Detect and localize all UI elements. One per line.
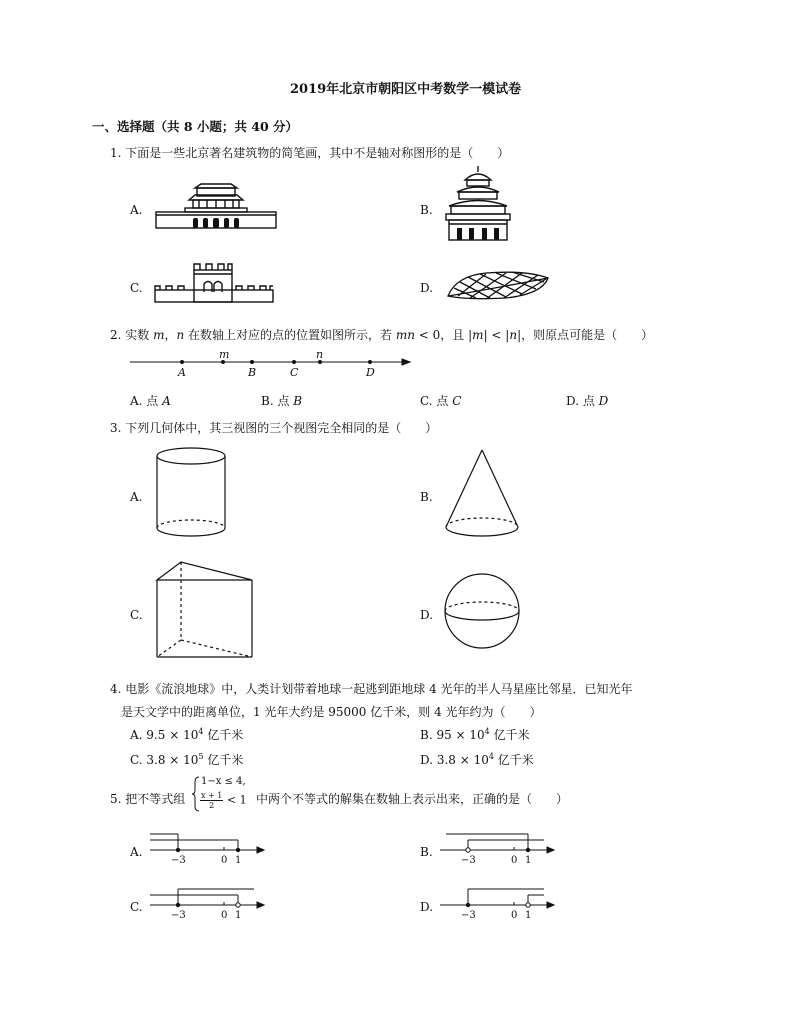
q2-option-c[interactable]: C. 点 C [420, 394, 462, 408]
q2-option-b[interactable]: B. 点 B [261, 394, 303, 408]
svg-text:−3: −3 [171, 910, 186, 921]
svg-text:−3: −3 [461, 855, 476, 866]
q4-option-c[interactable]: C. $3.8 \times 10^5$ 亿千米 [130, 752, 244, 767]
q3-stem: 3. 下列几何体中，其三视图的三个视图完全相同的是（ ） [110, 421, 438, 435]
svg-text:1: 1 [235, 855, 242, 866]
q5-inequality-1: 1−x ≤ 4, [201, 776, 246, 787]
svg-text:0: 0 [221, 855, 228, 866]
q2-axis-label-d: D [366, 366, 375, 379]
q5-number-line-d [440, 883, 560, 923]
svg-text:1: 1 [235, 910, 242, 921]
q4-stem-line2: 是天文学中的距离单位，1 光年大约是 95000 亿千米，则 4 光年约为（ ） [121, 705, 542, 719]
q2-axis-label-c: C [290, 366, 299, 379]
svg-text:1: 1 [525, 855, 532, 866]
q3-option-c[interactable]: C. [130, 608, 143, 622]
q5-stem-pre: 5. 把不等式组 [110, 792, 186, 806]
svg-text:0: 0 [221, 910, 228, 921]
svg-text:−3: −3 [461, 910, 476, 921]
temple-of-heaven-drawing [443, 166, 513, 242]
sphere-drawing [443, 572, 521, 650]
q4-option-d[interactable]: D. $3.8 \times 10^4$ 亿千米 [420, 752, 534, 767]
cone-drawing [444, 449, 520, 539]
q5-number-line-c [150, 883, 270, 923]
q4-stem-line1: 4. 电影《流浪地球》中，人类计划带着地球一起逃到距地球 4 光年的半人马星座比邻星．已知光年 [110, 682, 633, 696]
q3-option-b[interactable]: B. [420, 490, 433, 504]
q4-option-a[interactable]: A. $9.5 \times 10^4$ 亿千米 [130, 727, 244, 742]
great-wall-drawing [154, 262, 274, 304]
q3-option-d[interactable]: D. [420, 608, 434, 622]
q1-option-a[interactable]: A. [130, 203, 143, 217]
cylinder-drawing [155, 446, 227, 538]
q5-number-line-b [440, 828, 560, 868]
q1-stem: 1. 下面是一些北京著名建筑物的简笔画，其中不是轴对称图形的是（ ） [110, 146, 510, 160]
q5-option-d[interactable]: D. [420, 900, 434, 914]
q5-option-b[interactable]: B. [420, 845, 433, 859]
svg-text:1: 1 [525, 910, 532, 921]
q2-axis-label-m: m [219, 348, 230, 361]
q3-option-a[interactable]: A. [130, 490, 143, 504]
birds-nest-stadium-drawing [446, 270, 550, 300]
q2-axis-label-a: A [178, 366, 186, 379]
svg-text:−3: −3 [171, 855, 186, 866]
q2-stem: 2. 实数 m，n 在数轴上对应的点的位置如图所示，若 mn < 0，且 |m| < |n|，则原点可能是（ ） [110, 328, 654, 342]
q5-inequality-2: $\frac{x + 1}{2}$ < 1 [201, 791, 247, 810]
q1-option-d[interactable]: D. [420, 281, 434, 295]
q2-number-line [130, 348, 415, 380]
triangular-prism-drawing [155, 560, 255, 660]
q1-option-b[interactable]: B. [420, 203, 433, 217]
svg-text:0: 0 [511, 910, 518, 921]
q2-axis-label-n: n [316, 348, 324, 361]
q5-brace [192, 776, 200, 812]
q5-option-a[interactable]: A. [130, 845, 143, 859]
q4-option-b[interactable]: B. $95 \times 10^4$ 亿千米 [420, 727, 530, 742]
q5-option-c[interactable]: C. [130, 900, 143, 914]
tiananmen-drawing [155, 182, 277, 230]
svg-text:0: 0 [511, 855, 518, 866]
section-heading: 一、选择题（共 8 小题；共 40 分） [92, 119, 299, 134]
q2-axis-label-b: B [248, 366, 257, 379]
q2-option-d[interactable]: D. 点 D [566, 394, 609, 408]
q2-option-a[interactable]: A. 点 A [130, 394, 171, 408]
q5-stem-post: 中两个不等式的解集在数轴上表示出来，正确的是（ ） [256, 792, 569, 806]
q5-number-line-a [150, 828, 270, 868]
page-title: 2019年北京市朝阳区中考数学一模试卷 [290, 82, 522, 97]
q1-option-c[interactable]: C. [130, 281, 143, 295]
